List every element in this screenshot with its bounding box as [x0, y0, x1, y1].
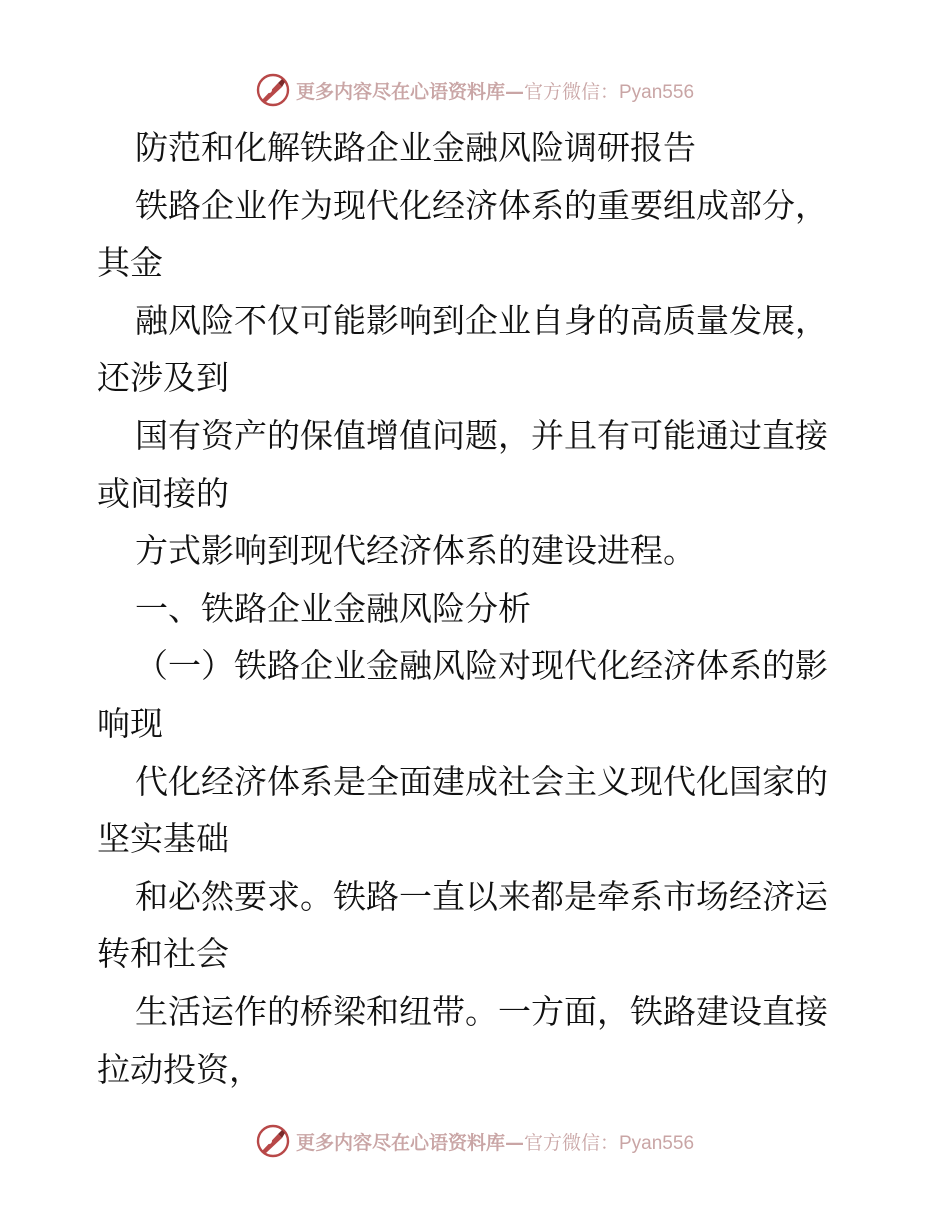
watermark-wechat: 官方微信：Pyan556	[524, 1132, 695, 1154]
text-line: 和必然要求。铁路一直以来都是牵系市场经济运	[135, 876, 828, 916]
text-line: 拉动投资，	[97, 1049, 262, 1089]
text-line: （一）铁路企业金融风险对现代化经济体系的影	[135, 646, 828, 686]
watermark-wechat: 官方微信：Pyan556	[524, 81, 695, 103]
text-line: 生活运作的桥梁和纽带。一方面，铁路建设直接	[135, 991, 828, 1031]
text-line: 还涉及到	[97, 358, 229, 398]
text-line: 坚实基础	[97, 819, 229, 859]
text-line: 或间接的	[97, 473, 229, 513]
text-line: 转和社会	[97, 934, 229, 974]
watermark-text: 更多内容尽在心语资料库—	[295, 1131, 524, 1154]
document-body	[97, 119, 857, 1098]
text-line: 一、铁路企业金融风险分析	[135, 588, 531, 628]
text-line: 其金	[97, 243, 163, 283]
pen-logo-icon	[256, 1124, 290, 1158]
text-line: 防范和化解铁路企业金融风险调研报告	[135, 128, 696, 167]
header-watermark	[0, 70, 950, 110]
footer-watermark	[0, 1121, 950, 1161]
text-line: 铁路企业作为现代化经济体系的重要组成部分，	[135, 185, 828, 225]
text-line: 融风险不仅可能影响到企业自身的高质量发展，	[135, 300, 828, 340]
pen-logo-icon	[256, 73, 290, 107]
text-line: 方式影响到现代经济体系的建设进程。	[135, 531, 696, 571]
watermark-text: 更多内容尽在心语资料库—	[295, 80, 524, 103]
text-line: 响现	[97, 703, 163, 743]
text-line: 国有资产的保值增值问题，并且有可能通过直接	[135, 415, 828, 455]
text-line: 代化经济体系是全面建成社会主义现代化国家的	[135, 761, 828, 801]
